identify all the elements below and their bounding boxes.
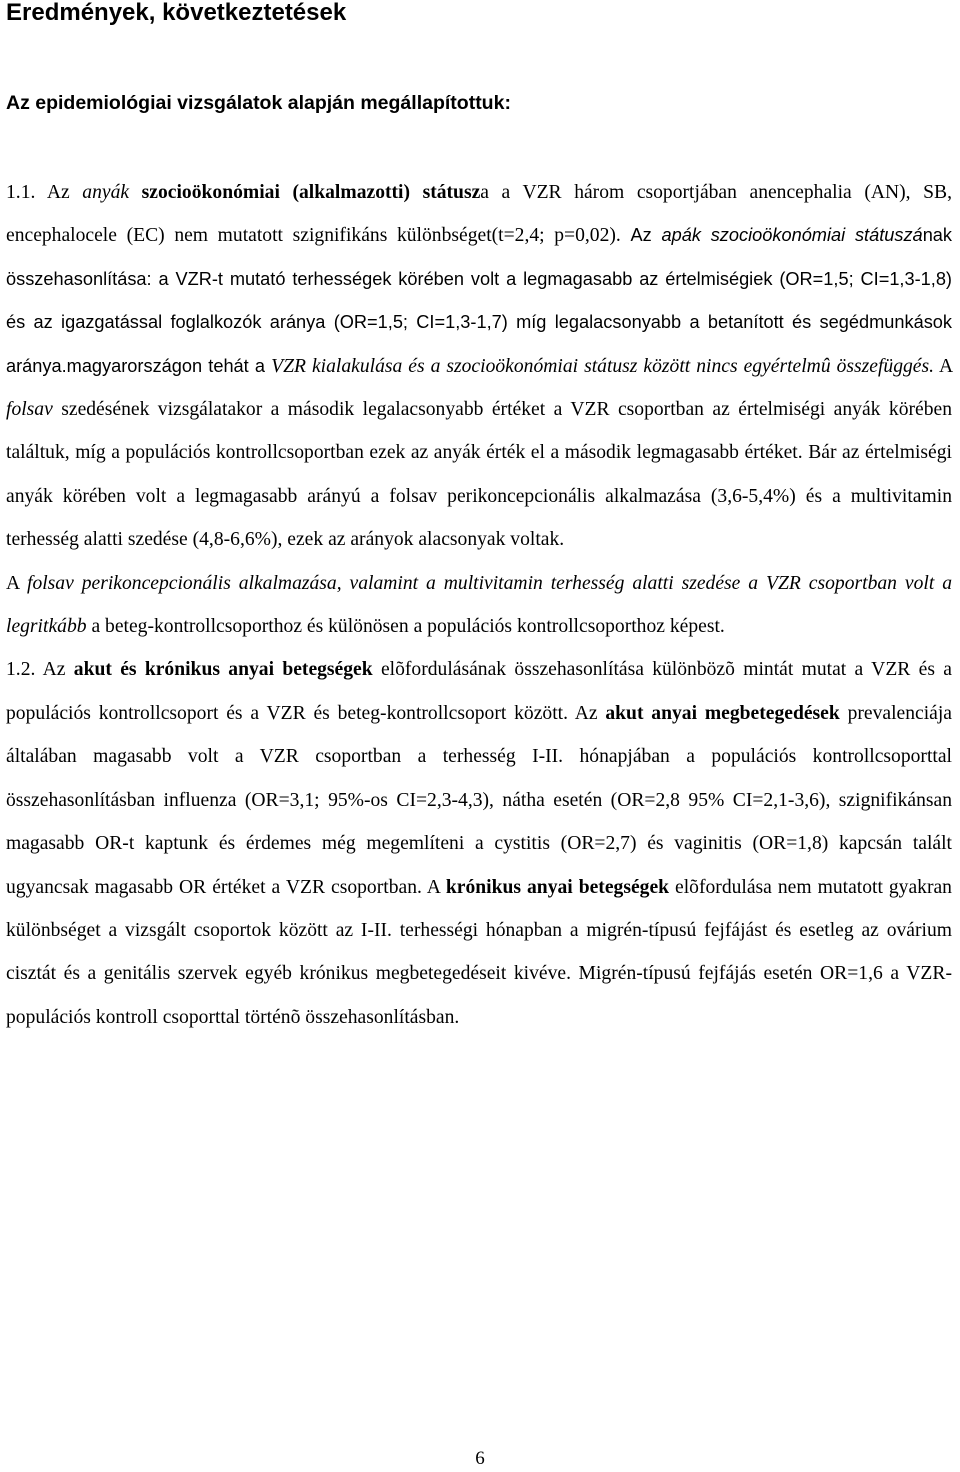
intro-statement: Az epidemiológiai vizsgálatok alapján megállapítottuk: [6,92,511,114]
text-run: prevalenciája általában magasabb volt a VZR csoportban a terhesség I-II. hónapjában a populációs kontrollcsoporttal összehasonlításban influenza (OR=3,1; 95%-os CI=2,3-4,3), nátha esetén (OR=2,8 95% CI=2,1-3,6), szignifikánsan magasabb OR-t kaptunk és érdemes még megemlíteni a cystitis (OR=2,7) és vaginitis (OR=1,8) kapcsán talált ugyancsak magasabb OR értéket a VZR csoportban. A [6,702,952,898]
text-run: a a VZR három csoportjában anencephalia (AN), SB, encephalocele (EC) nem mutatott szignifikáns különbséget(t=2,4; p=0,02). [6,182,952,247]
body-text [6,171,952,1039]
italic-run: anyák [82,182,130,203]
italic-run: folsav perikoncepcionális alkalmazása, valamint a multivitamin terhesség alatti szedése a VZR csoportban volt a legritkább [6,572,952,638]
bold-run: szocioökonómiai (alkalmazotti) státusz [129,182,481,203]
text-run: Az [35,659,74,681]
text-run: Az [630,225,662,246]
page-number: 6 [475,1448,485,1469]
bold-run: akut és krónikus anyai betegségek [73,659,373,681]
italic-run: folsav [6,399,53,421]
bold-run: krónikus anyai betegségek [445,876,670,898]
section-heading: Eredmények, következtetések [6,0,347,26]
italic-run: apák szocioökonómiai státuszá [661,225,923,246]
text-run: a beteg-kontrollcsoporthoz és különösen a populációs kontrollcsoporthoz képest. [86,616,725,638]
text-run: A [6,572,27,594]
paragraph-1-2 [6,648,952,1039]
text-run: szedésének vizsgálatakor a második legalacsonyabb értéket a VZR csoportban az értelmiségi anyák körében találtuk, míg a populációs kontrollcsoportban ezek az anyák érték el a második legmagasabb értéket. Bár az értelmiségi anyák körében volt a legmagasabb arányú a folsav perikoncepcionális alkalmazása (3,6-5,4%) és a multivitamin terhesség alatti szedése (4,8-6,6%), ezek az arányok alacsonyak voltak. [6,399,952,551]
italic-run: VZR kialakulása és a szocioökonómiai státusz között nincs egyértelmû összefüggés. [271,355,935,377]
text-run: A [934,355,953,377]
item-number: 1.1. [6,182,36,203]
text-run: Az [35,182,83,203]
bold-run: akut anyai megbetegedések [605,702,840,724]
text-run: nak összehasonlítása: a VZR-t mutató terhességek körében volt a legmagasabb az értelmiségiek (OR=1,5; CI=1,3-1,8) és az igazgatással foglalkozók aránya (OR=1,5; CI=1,3-1,7) míg legalacsonyabb a betanított és segédmunkások aránya.magyarországon tehát a [6,225,953,376]
text-run: elõfordulásának összehasonlítása különbözõ mintát mutat a VZR és a populációs kontrollcsoport és a VZR és beteg-kontrollcsoport között. Az [6,659,952,724]
paragraph-folsav-summary [6,562,952,649]
text-run: elõfordulása nem mutatott gyakran különbséget a vizsgált csoportok között az I-II. terhességi hónapban a migrén-típusú fejfájást és esetleg az ovárium cisztát és a genitális szervek egyéb krónikus megbetegedéseit kivéve. Migrén-típusú fejfájás esetén OR=1,6 a VZR-populációs kontroll csoporttal történõ összehasonlításban. [6,876,952,1028]
item-number: 1.2. [6,659,36,681]
paragraph-1-1 [6,171,952,562]
